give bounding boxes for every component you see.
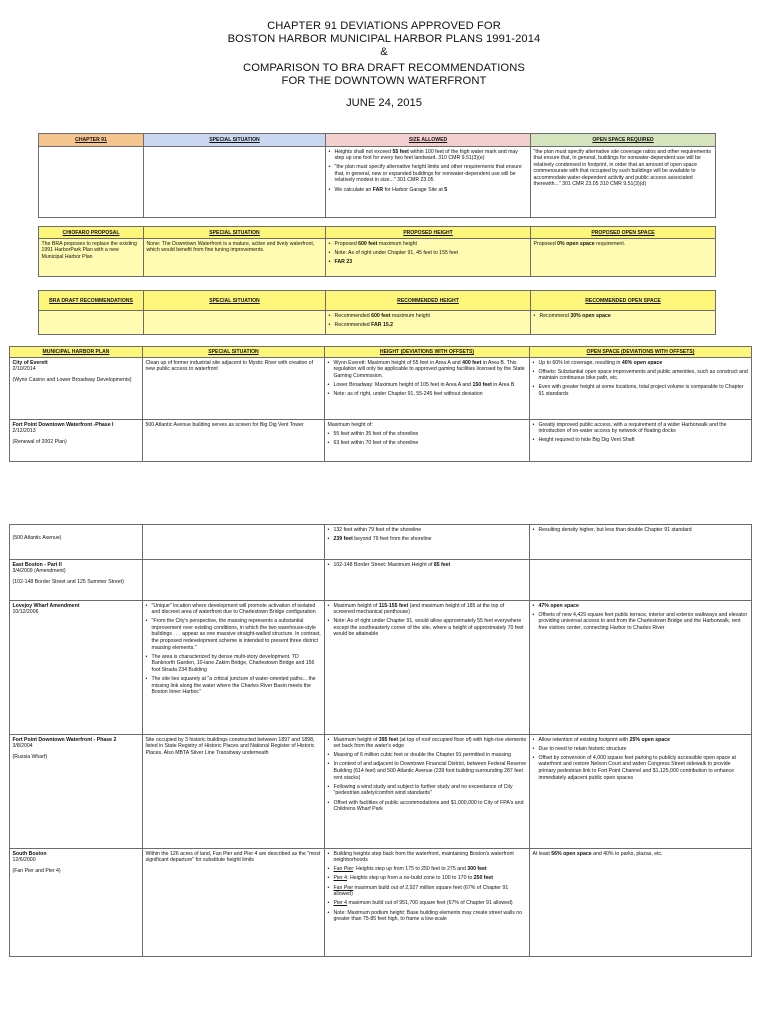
header-chiofaro-proposal: CHIOFARO PROPOSAL bbox=[39, 227, 144, 239]
list-item: • The site lies squarely at "a critical juncture of water-oriented paths... the missing link along the water where the Charles River Basin meets the Boston Inner Harbor." bbox=[146, 676, 322, 696]
list-item: • In context of and adjacent to Downtown Financial District, between Federal Reserve Building (614 feet) and 500 Atlantic Avenue (239 foot building surrounding 287 feet rent stacks) bbox=[328, 761, 527, 781]
bra-open-space-cell bbox=[531, 311, 716, 335]
list-item: • 102-148 Border Street: Maximum Height of 85 feet bbox=[328, 562, 527, 569]
list-item: • Offsets of new 4,429 square feet public terrace, interior and exterior walkways and elevator providing universal access to and from the Charlestown Bridge and the Harborwalk, rent free visitors center, connecting Harbor to Charles River bbox=[533, 612, 749, 632]
chiofaro-table bbox=[38, 226, 716, 277]
list-item: • Massing of 6 million cubic feet or double the Chapter 91 permitted in massing bbox=[328, 752, 527, 759]
size-allowed-cell bbox=[326, 147, 531, 218]
open-space-cell-fort-point-2 bbox=[530, 735, 752, 849]
list-item: • "Unique" location where development will promote activation of isolated and discreet area of waterfront due to Charlestown Bridge configuration bbox=[146, 603, 322, 616]
list-item: • The area is characterized by dense multi-story development. TD Banknorth Garden, 10-lane Zakim Bridge, Charlestown Bridge and 156 foot Strada 234 Building bbox=[146, 654, 322, 674]
list-item: • Offset by conversion of 4,000 square feet parking to publicly accessible open space at waterfront and restore Nelson Court and widen Congress Street sidewalk to provide primary pedestrian link to Fort Point Channel and $1,125,000 contribution to enhance immediately adjacent public open spaces bbox=[533, 755, 749, 781]
title-line-2: BOSTON HARBOR MUNICIPAL HARBOR PLANS 1991-2014 bbox=[227, 33, 541, 45]
cell-empty bbox=[39, 147, 144, 218]
chiofaro-special-cell: None: The Downtown Waterfront is a mature, active and lively waterfront, which would benefit from fine tuning improvements. bbox=[144, 239, 326, 277]
list-item: • Following a wind study and subject to further study and no exceedance of City "pedestrian safety/comfort wind standards" bbox=[328, 784, 527, 797]
list-item: • Pier 4: Heights step up from a no-build zone to 100 to 170 to 250 feet bbox=[328, 875, 527, 882]
open-space-cell-lovejoy bbox=[530, 601, 752, 735]
list-item: • Allow retention of existing footprint with 25% open space bbox=[533, 737, 749, 744]
open-space-required-cell: "the plan must specify alternative site coverage ratios and other requirements that ensure that, in general, buildings for nonwater-dependent use will be relatively condensed in footprint, in order that an amount of open space commensurate with that occupied by such buildings will be available to accommodate water-dependent activity and public access associated therewith..." 301 CMR 23.05 310 CMR 9.51(3)(d) bbox=[531, 147, 716, 218]
list-item: • Building heights step back from the waterfront, maintaining Boston's waterfront neighborhoods bbox=[328, 851, 527, 864]
header-size-allowed: SIZE ALLOWED bbox=[326, 134, 531, 147]
open-space-cell-fort-point-1 bbox=[530, 420, 752, 462]
list-item: • Lower Broadway: Maximum height of 105 feet in Area A and 150 feet in Area B bbox=[328, 382, 527, 389]
list-item: • 132 feet within 79 feet of the shoreline bbox=[328, 527, 527, 534]
header-height-deviations: HEIGHT (DEVIATIONS WITH OFFSETS) bbox=[325, 347, 530, 358]
list-item: • Recommended FAR 15.2 bbox=[329, 322, 528, 329]
list-item: • Pier 4 maximum build out of 951,700 square feet (67% of Chapter 91 allowed) bbox=[328, 900, 527, 907]
special-cell-fort-point-1: 500 Atlantic Avenue building serves as screen for Big Dig Vent Tower bbox=[143, 420, 325, 462]
cell-empty bbox=[143, 525, 325, 560]
title-line-1: CHAPTER 91 DEVIATIONS APPROVED FOR bbox=[267, 20, 501, 32]
list-item: • Maximum height of 395 feet (at top of roof occupied floor of) with high-rise elements set back from the water's edge bbox=[328, 737, 527, 750]
cell-empty bbox=[143, 560, 325, 601]
list-item: • Up to 60% lot coverage, resulting in 40% open space bbox=[533, 360, 749, 367]
header-special-situation: SPECIAL SITUATION bbox=[143, 347, 325, 358]
height-cell-south-boston bbox=[325, 849, 530, 957]
list-item: • Note: As of right under Chapter 91, would allow approximately 55 feet everywhere except the southeasterly corner of the site, where a height of approximately 70 feet would be attainable bbox=[328, 618, 527, 638]
cell-empty bbox=[39, 311, 144, 335]
list-item: • We calculate an FAR for Harbor Garage Site at 5 bbox=[329, 187, 528, 194]
open-space-cell-south-boston: At least 56% open space and 40% to parks, plazas, etc. bbox=[530, 849, 752, 957]
list-item: • Recommend 30% open space bbox=[534, 313, 713, 320]
header-recommended-open-space: RECOMMENDED OPEN SPACE bbox=[531, 291, 716, 311]
list-item: • Resulting density higher, but less than double Chapter 91 standard bbox=[533, 527, 749, 534]
special-cell-lovejoy bbox=[143, 601, 325, 735]
header-municipal-harbor-plan: MUNICIPAL HARBOR PLAN bbox=[10, 347, 143, 358]
list-item: • Proposed 600 feet maximum height bbox=[329, 241, 528, 248]
open-space-cell-500-atlantic bbox=[530, 525, 752, 560]
list-item: • 55 feet within 35 feet of the shoreline bbox=[328, 431, 527, 438]
list-item: • 239 feet beyond 79 feet from the shoreline bbox=[328, 536, 527, 543]
title-ampersand: & bbox=[380, 46, 388, 58]
header-special-situation: SPECIAL SITUATION bbox=[144, 291, 326, 311]
municipal-harbor-plan-table bbox=[9, 346, 752, 462]
list-item: • 63 feet within 70 feet of the shoreline bbox=[328, 440, 527, 447]
title-line-4: FOR THE DOWNTOWN WATERFRONT bbox=[281, 75, 487, 87]
list-item: • Offset with facilities of public accommodations and $1,000,000 to City of FPA's and Childrens Wharf Park bbox=[328, 800, 527, 813]
height-cell-everett bbox=[325, 358, 530, 420]
list-item: • Fan Pier: Heights step up from 175 to 250 feet to 275 and 300 feet bbox=[328, 866, 527, 873]
list-item: • Wynn Everett: Maximum height of 55 feet in Area A and 400 feet in Area B. This regulation will only be applicable to approved gaming facilities licensed by the State Gaming Commission. bbox=[328, 360, 527, 380]
list-item: • Even with greater height at some locations, total project volume is comparable to Chapter 91 standards bbox=[533, 384, 749, 397]
chiofaro-open-space-cell: Proposed 0% open space requirement. bbox=[531, 239, 716, 277]
special-cell-everett: Clean up of former industrial site adjacent to Mystic River with creation of new public access to waterfront bbox=[143, 358, 325, 420]
list-item: • Recommended 600 feet maximum height bbox=[329, 313, 528, 320]
height-cell-east-boston bbox=[325, 560, 530, 601]
plan-cell-fort-point-2: Fort Point Downtown Waterfront - Phase 2 3/8/2004 (Russia Wharf) bbox=[10, 735, 143, 849]
chiofaro-height-cell bbox=[326, 239, 531, 277]
list-item: • Offsets: Substantial open space improvements and public amenities, such as construct and maintain continuous bike path, etc. bbox=[533, 369, 749, 382]
header-recommended-height: RECOMMENDED HEIGHT bbox=[326, 291, 531, 311]
chiofaro-proposal-cell: The BRA proposes to replace the existing 1991 HarborPark Plan with a new Municipal Harbor Plan bbox=[39, 239, 144, 277]
cell-empty bbox=[144, 311, 326, 335]
title-line-3: COMPARISON TO BRA DRAFT RECOMMENDATIONS bbox=[243, 62, 525, 74]
height-cell-fort-point-2 bbox=[325, 735, 530, 849]
height-cell-fort-point-1: Maximum height of: • 55 feet within 35 feet of the shoreline • 63 feet within 70 feet of the shoreline bbox=[325, 420, 530, 462]
height-cell-lovejoy bbox=[325, 601, 530, 735]
header-special-situation: SPECIAL SITUATION bbox=[144, 134, 326, 147]
cell-empty bbox=[144, 147, 326, 218]
list-item: • Note: As of right under Chapter 91, 45 feet to 155 feet bbox=[329, 250, 528, 257]
special-cell-south-boston: Within the 126 acres of land, Fan Pier and Pier 4 are described as the "most significant departure" for substitute height limits bbox=[143, 849, 325, 957]
plan-cell-everett: City of Everett 2/10/2014 (Wynn Casino and Lower Broadway Developments) bbox=[10, 358, 143, 420]
header-chapter91: CHAPTER 91 bbox=[39, 134, 144, 147]
list-item: • Fan Pier maximum build out of 2,927 million square feet (67% of Chapter 91 allowed) bbox=[328, 885, 527, 898]
header-open-space-deviations: OPEN SPACE (DEVIATIONS WITH OFFSETS) bbox=[530, 347, 752, 358]
header-bra-draft-recommendations: BRA DRAFT RECOMMENDATIONS bbox=[39, 291, 144, 311]
plan-cell-east-boston: East Boston - Part II 3/4/2009 (Amendment) (102-148 Border Street and 125 Summer Street) bbox=[10, 560, 143, 601]
open-space-cell-everett bbox=[530, 358, 752, 420]
list-item: • Greatly improved public access, with a requirement of a wider Harborwalk and the introduction of on-water access by network of floating docks bbox=[533, 422, 749, 435]
continuation-table bbox=[9, 524, 752, 957]
chapter91-table bbox=[38, 133, 716, 218]
list-item: • Heights shall not exceed 55 feet within 100 feet of the high water mark and may step up one foot for every two feet landward. 310 CMR 9.51(3)(e) bbox=[329, 149, 528, 162]
document-date: JUNE 24, 2015 bbox=[346, 97, 422, 109]
plan-cell-500-atlantic: (500 Atlantic Avenue) bbox=[10, 525, 143, 560]
list-item: • FAR 23 bbox=[329, 259, 528, 266]
header-special-situation: SPECIAL SITUATION bbox=[144, 227, 326, 239]
list-item: • Note: as of right, under Chapter 91, 55-245 feet without deviation bbox=[328, 391, 527, 398]
height-cell-500-atlantic bbox=[325, 525, 530, 560]
cell-empty bbox=[530, 560, 752, 601]
plan-cell-lovejoy: Lovejoy Wharf Amendment 10/12/2006 bbox=[10, 601, 143, 735]
bra-draft-table bbox=[38, 290, 716, 335]
header-proposed-height: PROPOSED HEIGHT bbox=[326, 227, 531, 239]
list-item: • "the plan must specify alternative height limits and other requirements that ensure that, in general, new or expanded buildings for nonwater-dependent use will be relatively modest in size..." 301 CMR 23.05 bbox=[329, 164, 528, 184]
list-item: • "From the City's perspective, the massing represents a substantial improvement over existing conditions, in which the two warehouse-style buildings . . . appear as one massive straight-walled structure. In contrast, the proposed redevelopment scheme is intended to present three district massing elements." bbox=[146, 618, 322, 651]
header-open-space-required: OPEN SPACE REQUIRED bbox=[531, 134, 716, 147]
plan-cell-fort-point-1: Fort Point Downtown Waterfront -Phase I 2/12/2013 (Renewal of 2002 Plan) bbox=[10, 420, 143, 462]
list-item: • Due to need to retain historic structure bbox=[533, 746, 749, 753]
special-cell-fort-point-2: Site occupied by 3 historic buildings constructed between 1897 and 1898, listed in State Registry of Historic Places and National Register of Historic Places. Also MBTA Silver Line Transitway underneath bbox=[143, 735, 325, 849]
list-item: • Maximum height of 115-155 feet (and maximum height of 185 at the top of screened mechanical penthouse) bbox=[328, 603, 527, 616]
plan-cell-south-boston: South Boston 12/6/2000 (Fan Pier and Pier 4) bbox=[10, 849, 143, 957]
list-item: • 47% open space bbox=[533, 603, 749, 610]
bra-height-cell bbox=[326, 311, 531, 335]
document-header bbox=[0, 20, 768, 109]
list-item: • Note: Maximum podium height: Base building elements may create street walls no greater than 75-85 feet high, to frame a low-scale bbox=[328, 910, 527, 923]
list-item: • Height required to hide Big Dig Vent Shaft bbox=[533, 437, 749, 444]
header-proposed-open-space: PROPOSED OPEN SPACE bbox=[531, 227, 716, 239]
